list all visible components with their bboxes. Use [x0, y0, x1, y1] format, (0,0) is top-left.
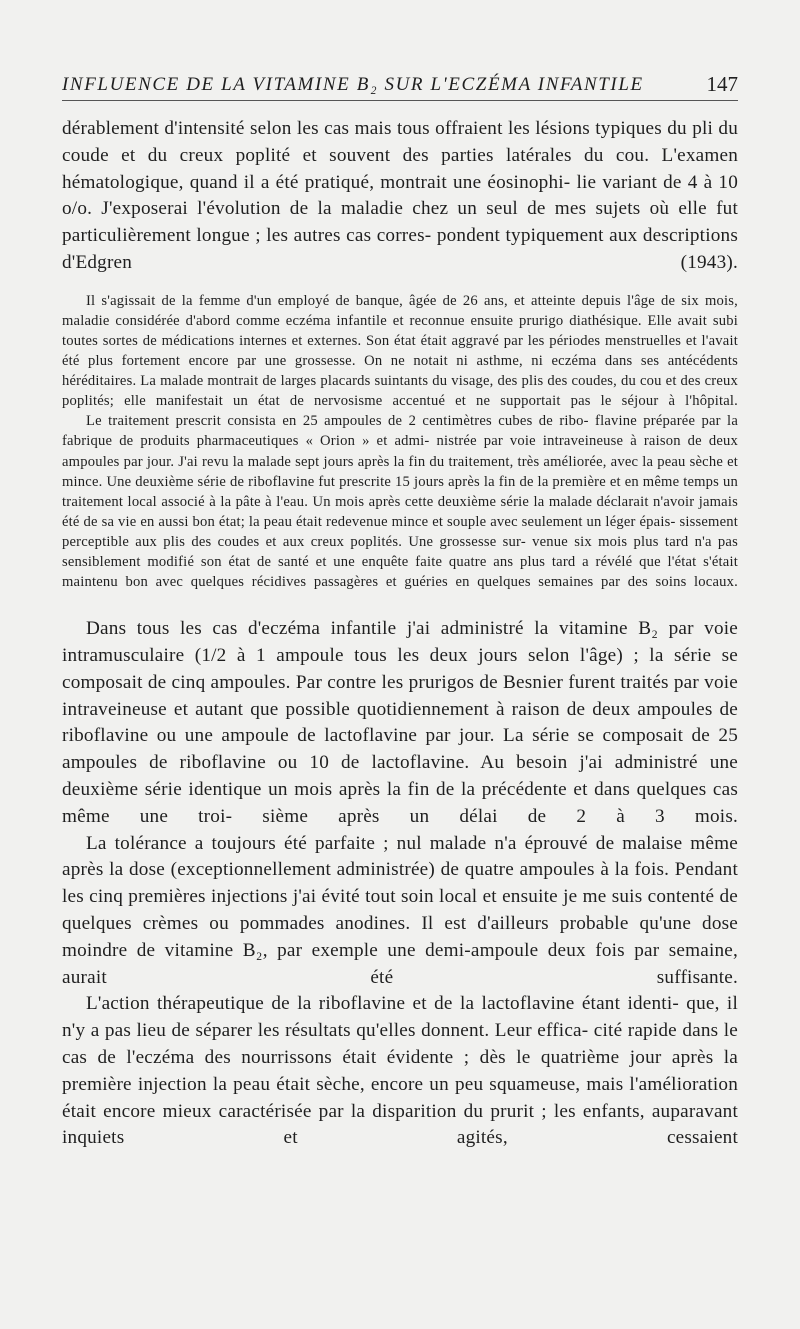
page-number: 147: [706, 72, 738, 96]
paragraph-tolerance: La tolérance a toujours été parfaite ; nul malade n'a éprouvé de malaise même après la dose (exceptionnellement administrée) de quatre ampoules à la fois. Pendant les cinq premières injections j'ai évité tout soin local et ensuite je me suis contenté de quelques crèmes ou pommades anodines. Il est d'ailleurs probable qu'une dose moindre de vitamine B₂, par exemple une demi-ampoule deux fois par semaine, aurait été suffisante.: [62, 832, 738, 988]
running-head: [62, 72, 738, 101]
running-title: INFLUENCE DE LA VITAMINE B₂ SUR L'ECZÉMA INFANTILE: [62, 74, 644, 95]
paragraph-therapeutic-action: L'action thérapeutique de la riboflavine et de la lactoflavine étant identi- que, il n'y a pas lieu de séparer les résultats qu'elles donnent. Leur effica- cité rapide dans le cas de l'eczéma des nourrissons était évidente ; dès le quatrième jour après la première injection la peau était sèche, encore un peu squameuse, mais l'amélioration était encore mieux caractérisée par la disparition du prurit ; les enfants, auparavant inquiets et agités, cessaient: [62, 993, 738, 1149]
page-body: [62, 116, 738, 1152]
case-treatment-paragraph: Le traitement prescrit consista en 25 ampoules de 2 centimètres cubes de ribo- flavine préparée par la fabrique de produits pharmaceutiques « Orion » et admi- nistrée par voie intraveineuse à raison de deux ampoules par jour. J'ai revu la malade sept jours après la fin du traitement, très améliorée, avec la peau sèche et mince. Une deuxième série de riboflavine fut prescrite 15 jours après la fin de la première et en même temps un traitement local associé à la pâte à l'eau. Un mois après cette deuxième série la malade déclarait n'avoir jamais été de sa vie en aussi bon état; la peau était redevenue mince et souple avec seulement un léger épais- sissement perceptible aux plis des coudes et aux creux poplités. Une grossesse sur- venue six mois plus tard n'a pas sensiblement modifié son état de santé et une enquête faite quatre ans plus tard a révélé que l'état s'était maintenu bon avec quelques récidives passagères et guéries en quelques semaines par des soins locaux.: [62, 413, 738, 591]
paragraph-intro: dérablement d'intensité selon les cas mais tous offraient les lésions typiques du pli du coude et du creux poplité et souvent des parties latérales du cou. L'examen hématologique, quand il a été pratiqué, montrait une éosinophi- lie variant de 4 à 10 o/o. J'exposerai l'évolution de la maladie chez un seul de mes sujets où elle fut particulièrement longue ; les autres cas corres- pondent typiquement aux descriptions d'Edgren (1943).: [62, 118, 738, 273]
paragraph-administration: Dans tous les cas d'eczéma infantile j'ai administré la vitamine B₂ par voie intramusculaire (1/2 à 1 ampoule tous les deux jours selon l'âge) ; la série se composait de cinq ampoules. Par contre les prurigos de Besnier furent traités par voie intraveineuse et autant que possible quotidiennement à raison de deux ampoules de riboflavine ou une ampoule de lactoflavine par jour. La série se composait de 25 ampoules de riboflavine ou 10 de lactoflavine. Au besoin j'ai administré une deuxième série identique un mois après la fin de la précédente et dans quelques cas même une troi- sième après un délai de 2 à 3 mois.: [62, 618, 738, 827]
case-description-paragraph: Il s'agissait de la femme d'un employé de banque, âgée de 26 ans, et atteinte depuis l'âge de six mois, maladie considérée d'abord comme eczéma infantile et reconnue ensuite prurigo diathésique. Elle avait subi toutes sortes de médications internes et externes. Son état était aggravé par les périodes menstruelles et l'avait été plus fortement encore par une grossesse. On ne notait ni asthme, ni eczéma dans ses antécédents héréditaires. La malade montrait de larges placards suintants du visage, des plis des coudes, du cou et des creux poplités; elle manifestait un état de nervosisme accentué et ne supportait pas le séjour à l'hôpital.: [62, 292, 738, 410]
